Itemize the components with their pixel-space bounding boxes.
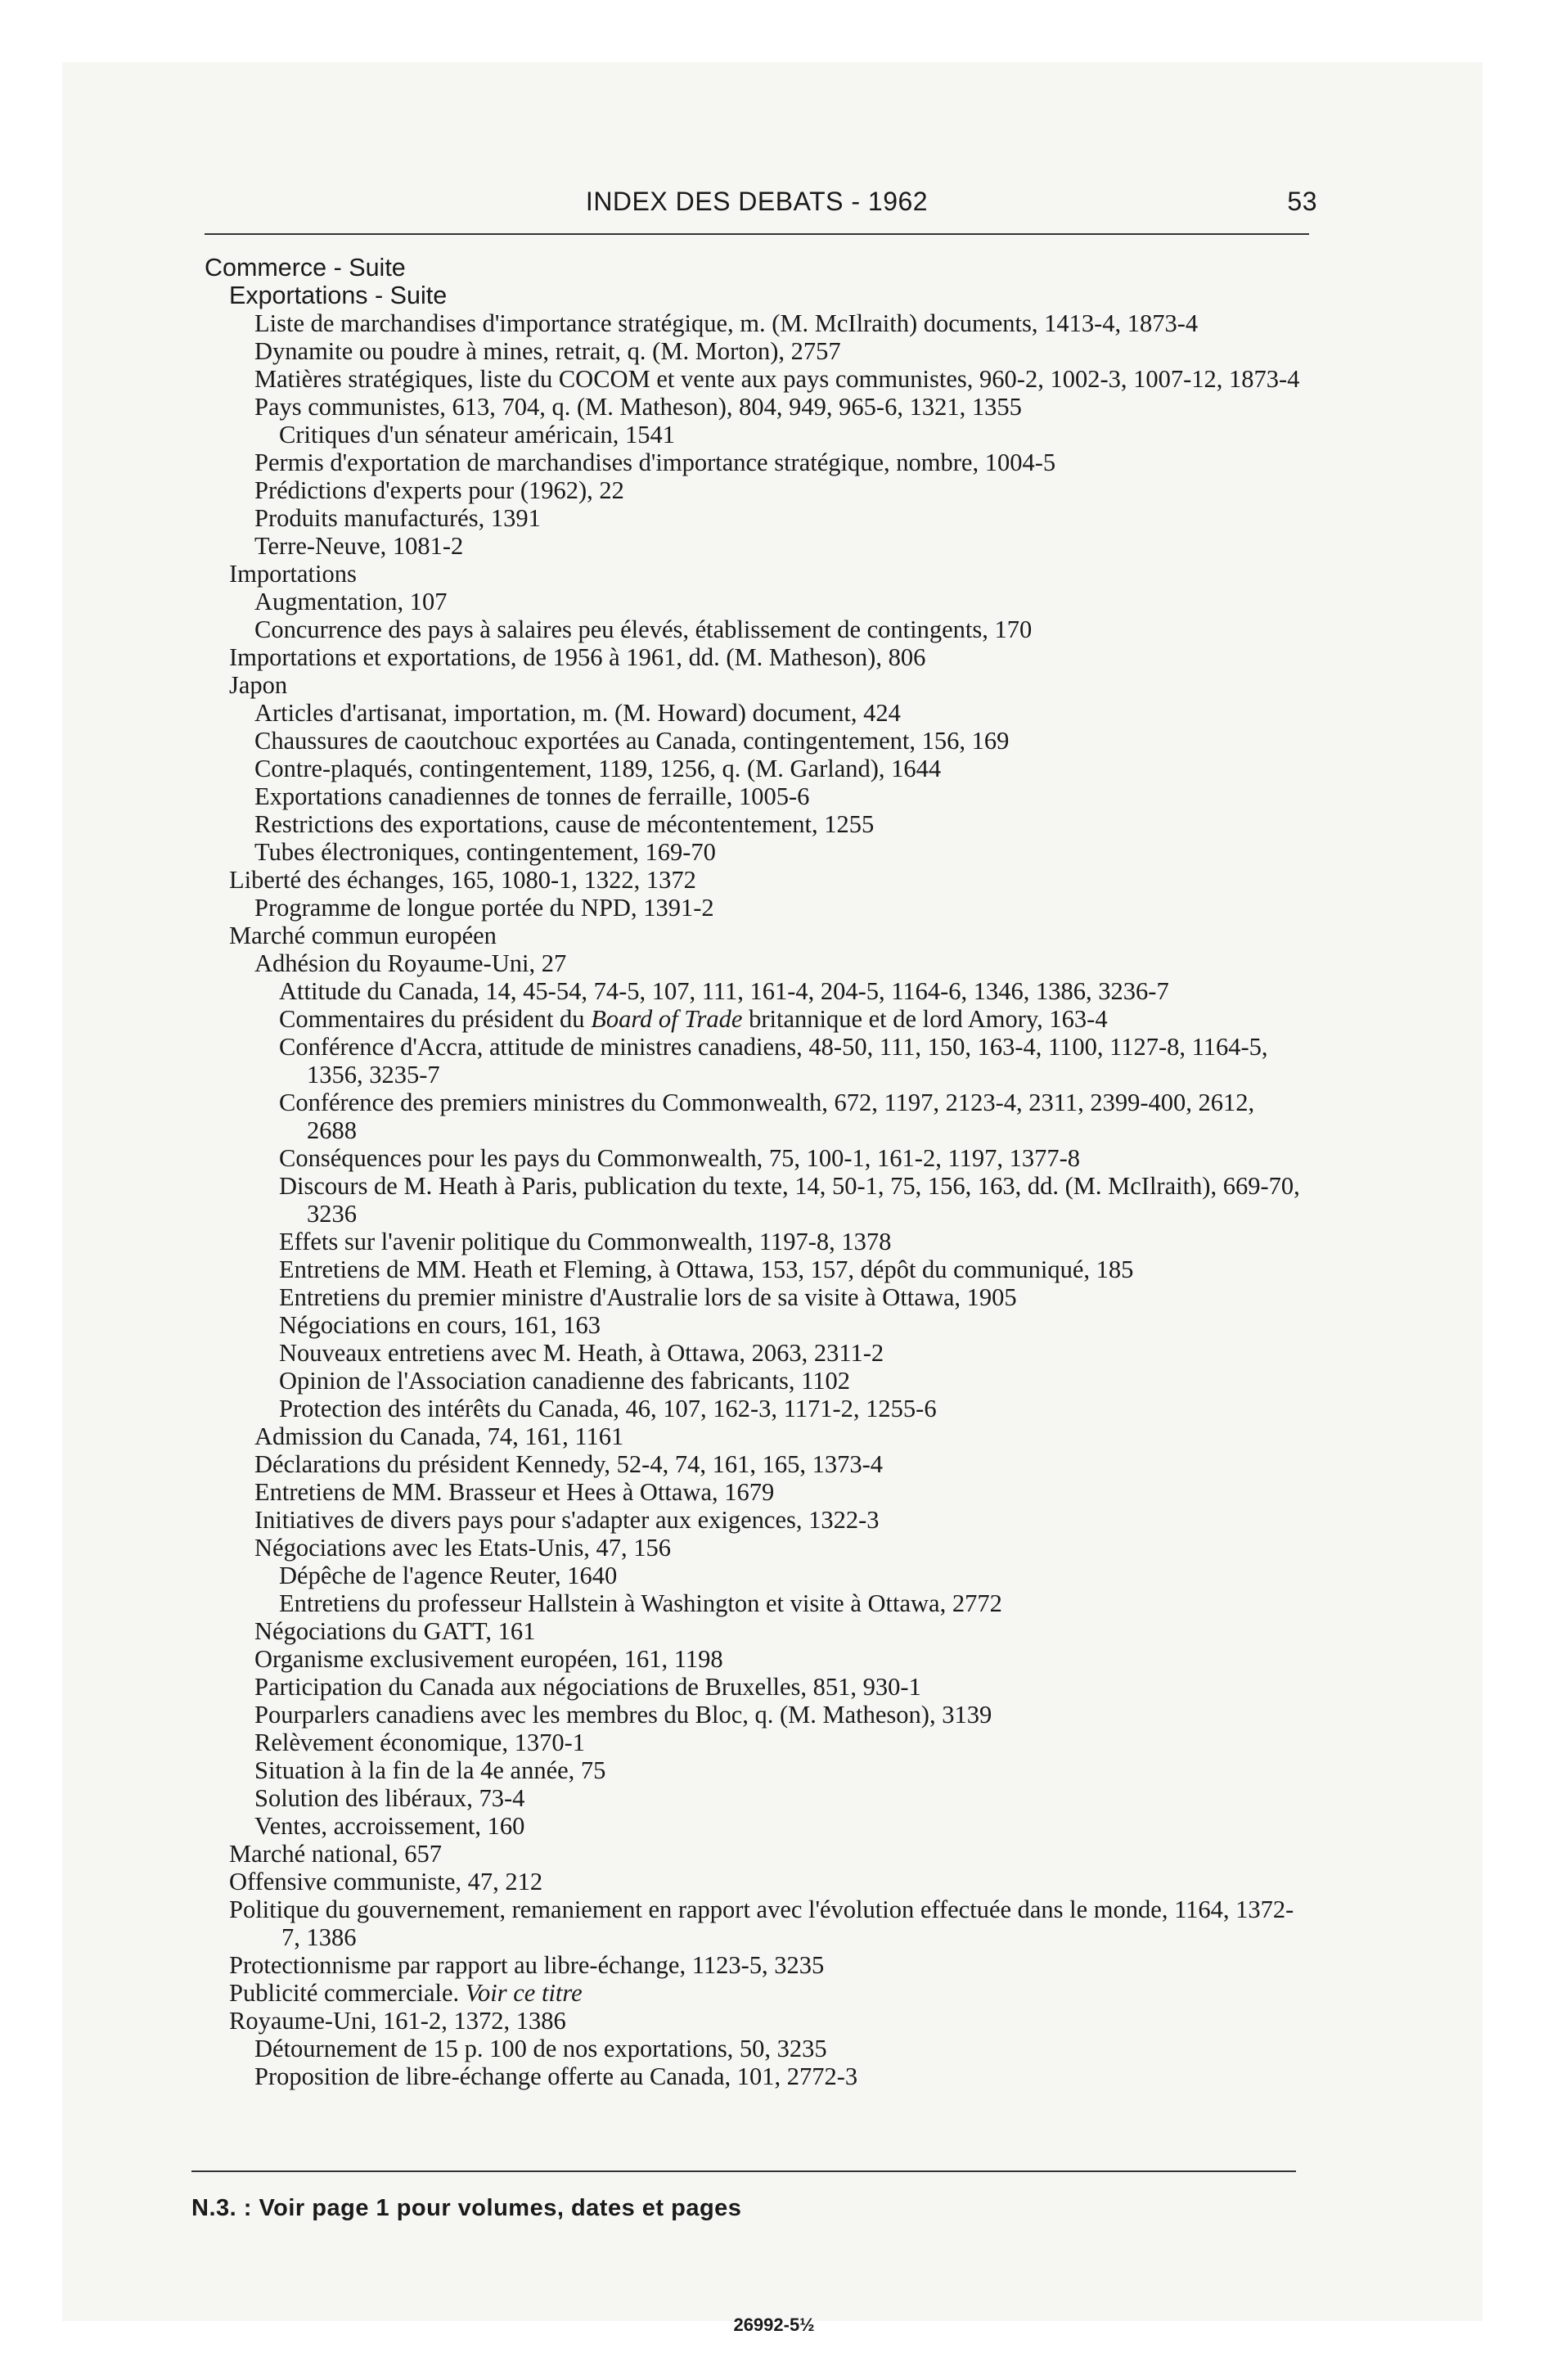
index-entry: Admission du Canada, 74, 161, 1161 [254, 1422, 624, 1450]
page-number: 53 [1287, 187, 1317, 216]
index-entry: Proposition de libre-échange offerte au Canada, 101, 2772-3 [254, 2062, 858, 2090]
index-entry: Relèvement économique, 1370-1 [254, 1729, 586, 1756]
index-entry: Détournement de 15 p. 100 de nos exportations, 50, 3235 [254, 2035, 827, 2062]
index-entry: Politique du gouvernement, remaniement en rapport avec l'évolution effectuée dans le monde, 1164, 1372-7, 1386 [229, 1895, 1294, 1951]
index-entry: Concurrence des pays à salaires peu élevés, établissement de contingents, 170 [254, 615, 1033, 643]
index-entry: Entretiens du premier ministre d'Australie lors de sa visite à Ottawa, 1905 [279, 1283, 1017, 1311]
index-entry: Permis d'exportation de marchandises d'importance stratégique, nombre, 1004-5 [254, 449, 1056, 476]
index-entry: Effets sur l'avenir politique du Commonwealth, 1197-8, 1378 [279, 1228, 892, 1255]
index-entry: Contre-plaqués, contingentement, 1189, 1256, q. (M. Garland), 1644 [254, 755, 942, 782]
index-entry: Offensive communiste, 47, 212 [229, 1868, 543, 1895]
index-entry: Restrictions des exportations, cause de mécontentement, 1255 [254, 810, 875, 838]
index-entry: Négociations avec les Etats-Unis, 47, 156 [254, 1534, 672, 1562]
printer-code: 26992-5½ [733, 2315, 815, 2335]
index-entry: Augmentation, 107 [254, 588, 448, 615]
index-entry: Participation du Canada aux négociations de Bruxelles, 851, 930-1 [254, 1673, 921, 1701]
index-entry: Conférence des premiers ministres du Commonwealth, 672, 1197, 2123-4, 2311, 2399-400, 2612, 2688 [279, 1089, 1255, 1144]
index-entry: Discours de M. Heath à Paris, publication du texte, 14, 50-1, 75, 156, 163, dd. (M. McIlraith), 669-70, 3236 [279, 1172, 1300, 1228]
index-entry: Royaume-Uni, 161-2, 1372, 1386 [229, 2007, 566, 2035]
index-entry: Importations et exportations, de 1956 à 1961, dd. (M. Matheson), 806 [229, 643, 926, 671]
index-entry: Tubes électroniques, contingentement, 169-70 [254, 838, 716, 866]
index-entry: Prédictions d'experts pour (1962), 22 [254, 476, 624, 504]
index-entry: Protection des intérêts du Canada, 46, 107, 162-3, 1171-2, 1255-6 [279, 1395, 937, 1422]
index-entry: Commentaires du président du Board of Trade britannique et de lord Amory, 163-4 [279, 1005, 1108, 1033]
index-entry: Conférence d'Accra, attitude de ministres canadiens, 48-50, 111, 150, 163-4, 1100, 1127-8, 1164-5, 1356, 3235-7 [279, 1033, 1268, 1089]
index-entry: Entretiens de MM. Brasseur et Hees à Ottawa, 1679 [254, 1478, 775, 1506]
index-entries [205, 254, 1309, 2090]
index-entry: Pourparlers canadiens avec les membres du Bloc, q. (M. Matheson), 3139 [254, 1701, 992, 1729]
index-entry: Organisme exclusivement européen, 161, 1198 [254, 1645, 723, 1673]
page-title: INDEX DES DEBATS - 1962 [585, 187, 929, 216]
index-entry: Déclarations du président Kennedy, 52-4, 74, 161, 165, 1373-4 [254, 1450, 883, 1478]
index-entry: Critiques d'un sénateur américain, 1541 [279, 421, 676, 449]
footnote: N.3. : Voir page 1 pour volumes, dates et pages [191, 2195, 742, 2221]
index-entry: Situation à la fin de la 4e année, 75 [254, 1756, 606, 1784]
index-entry: Négociations du GATT, 161 [254, 1617, 536, 1645]
index-entry: Adhésion du Royaume-Uni, 27 [254, 949, 567, 977]
index-entry: Entretiens de MM. Heath et Fleming, à Ottawa, 153, 157, dépôt du communiqué, 185 [279, 1255, 1134, 1283]
index-entry: Dépêche de l'agence Reuter, 1640 [279, 1562, 618, 1589]
index-entry: Matières stratégiques, liste du COCOM et vente aux pays communistes, 960-2, 1002-3, 1007-12, 1873-4 [254, 365, 1300, 393]
index-entry: Conséquences pour les pays du Commonwealth, 75, 100-1, 161-2, 1197, 1377-8 [279, 1144, 1080, 1172]
index-entry: Exportations canadiennes de tonnes de ferraille, 1005-6 [254, 782, 810, 810]
index-entry: Terre-Neuve, 1081-2 [254, 532, 464, 560]
index-entry: Solution des libéraux, 73-4 [254, 1784, 525, 1812]
index-entry: Marché national, 657 [229, 1840, 443, 1868]
index-entry: Initiatives de divers pays pour s'adapter aux exigences, 1322-3 [254, 1506, 880, 1534]
index-entry: Entretiens du professeur Hallstein à Washington et visite à Ottawa, 2772 [279, 1589, 1002, 1617]
index-entry: Publicité commerciale. Voir ce titre [229, 1979, 583, 2007]
index-entry: Importations [229, 560, 357, 588]
index-entry: Dynamite ou poudre à mines, retrait, q. (M. Morton), 2757 [254, 337, 841, 365]
index-entry: Liste de marchandises d'importance stratégique, m. (M. McIlraith) documents, 1413-4, 1873-4 [254, 309, 1199, 337]
index-entry: Ventes, accroissement, 160 [254, 1812, 525, 1840]
index-entry: Programme de longue portée du NPD, 1391-2 [254, 894, 714, 922]
index-entry: Attitude du Canada, 14, 45-54, 74-5, 107, 111, 161-4, 204-5, 1164-6, 1346, 1386, 3236-7 [279, 977, 1169, 1005]
index-entry: Pays communistes, 613, 704, q. (M. Matheson), 804, 949, 965-6, 1321, 1355 [254, 393, 1022, 421]
index-entry: Opinion de l'Association canadienne des fabricants, 1102 [279, 1367, 851, 1395]
header-rule [205, 233, 1309, 235]
index-entry: Articles d'artisanat, importation, m. (M. Howard) document, 424 [254, 699, 901, 727]
index-entry: Nouveaux entretiens avec M. Heath, à Ottawa, 2063, 2311-2 [279, 1339, 884, 1367]
index-entry: Exportations - Suite [229, 282, 448, 309]
index-entry: Négociations en cours, 161, 163 [279, 1311, 601, 1339]
index-entry: Protectionnisme par rapport au libre-échange, 1123-5, 3235 [229, 1951, 825, 1979]
index-entry: Marché commun européen [229, 922, 497, 949]
index-entry: Chaussures de caoutchouc exportées au Canada, contingentement, 156, 169 [254, 727, 1010, 755]
index-entry: Commerce - Suite [205, 254, 406, 282]
footer-rule [191, 2170, 1296, 2172]
index-entry: Japon [229, 671, 288, 699]
index-entry: Produits manufacturés, 1391 [254, 504, 541, 532]
index-entry: Liberté des échanges, 165, 1080-1, 1322, 1372 [229, 866, 696, 894]
